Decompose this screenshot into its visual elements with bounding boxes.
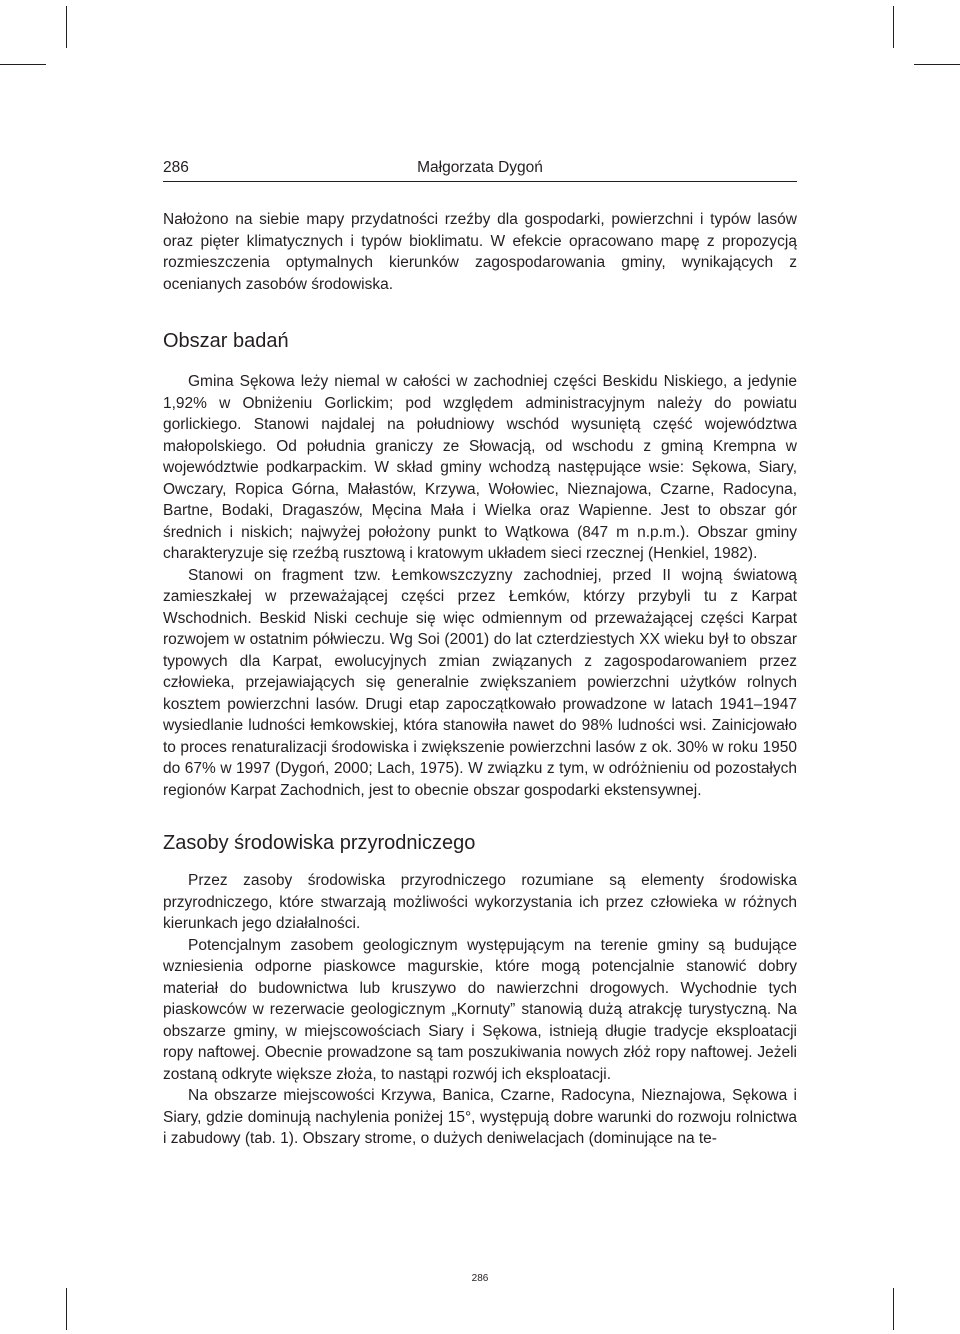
crop-mark-top-right <box>893 6 894 48</box>
crop-mark-top-left <box>66 6 67 48</box>
section2-paragraph-1: Przez zasoby środowiska przyrodniczego rozumiane są elementy środowiska przyrodniczego, które stwarzają możliwości wykorzystania ich przez człowieka w różnych kierunkach jego działalności. <box>163 872 797 932</box>
section2-paragraph-3: Na obszarze miejscowości Krzywa, Banica, Czarne, Radocyna, Nieznajowa, Sękowa i Siary, gdzie dominują nachylenia poniżej 15°, występują dobre warunki do rozwoju rolnictwa i zabudowy (tab. 1). Obszary strome, o dużych deniwelacjach (dominujące na te- <box>163 1087 797 1147</box>
section1-paragraph-2: Stanowi on fragment tzw. Łemkowszczyzny zachodniej, przed II wojną światową zamieszkałej w przeważającej części przez Łemków, którzy przybyli tu z Karpat Wschodnich. Beskid Niski cechuje się więc odmiennym od przeważającej części Karpat rozwojem w ostatnim półwieczu. Wg Soi (2001) do lat czterdziestych XX wieku był to obszar typowych dla Karpat, ewolucyjnych zmian związanych z zagospodarowaniem przez człowieka, przejawiających się generalnie zwiększaniem powierzchni użytków rolnych kosztem powierzchni lasów. Drugi etap zapoczątkowało prowadzone w latach 1941–1947 wysiedlanie ludności łemkowskiej, która stanowiła nawet do 98% ludności wsi. Zainicjowało to proces renaturalizacji środowiska i zwiększenie powierzchni lasów z ok. 30% w roku 1950 do 67% w 1997 (Dygoń, 2000; Lach, 1975). W związku z tym, w odróżnieniu od pozostałych regionów Karpat Zachodnich, jest to obecnie obszar gospodarki ekstensywnej. <box>163 566 797 799</box>
crop-mark-bottom-left <box>66 1288 67 1330</box>
footer-page-number: 286 <box>471 1273 489 1284</box>
crop-mark-bottom-right <box>893 1288 894 1330</box>
header-rule <box>163 181 797 182</box>
header-author: Małgorzata Dygoń <box>417 159 543 176</box>
page-content <box>163 209 797 1150</box>
section2-paragraph-2: Potencjalnym zasobem geologicznym występującym na terenie gminy są budujące wzniesienia odporne piaskowce magurskie, które mogą potencjalnie stanowić dobry materiał do budownictwa lub kruszywo do nawierzchni drogowych. Wychodnie tych piaskowców w rezerwacie geologicznym „Kornuty” stanowią dużą atrakcję turystyczną. Na obszarze gminy, w miejscowościach Siary i Sękowa, istnieją długie tradycje eksploatacji ropy naftowej. Obecnie prowadzone są tam poszukiwania nowych złóż ropy naftowej. Jeżeli zostaną odkryte większe złoża, to nastąpi rozwój ich eksploatacji. <box>163 936 797 1083</box>
section-heading-obszar-badan: Obszar badań <box>163 330 289 352</box>
crop-mark-top-right-h <box>914 64 960 65</box>
crop-mark-top-left-h <box>0 64 46 65</box>
header-page-number: 286 <box>163 159 189 176</box>
section1-paragraph-1: Gmina Sękowa leży niemal w całości w zachodniej części Beskidu Niskiego, a jedynie 1,92% w Obniżeniu Gorlickim; pod względem administracyjnym należy do powiatu gorlickiego. Stanowi najdalej na południowy wschód wysuniętą część województwa małopolskiego. Od południa graniczy ze Słowacją, od wschodu z gminą Krempna w województwie podkarpackim. W skład gminy wchodzą następujące wsie: Sękowa, Siary, Owczary, Ropica Górna, Małastów, Krzywa, Wołowiec, Nieznajowa, Czarne, Radocyna, Bartne, Bodaki, Dragaszów, Męcina Mała i Wielka oraz Wapienne. Jest to obszar gór średnich i niskich; najwyżej położony punkt to Wątkowa (847 m n.p.m.). Obszar gminy charakteryzuje się rzeźbą rusztową i kratowym układem sieci rzecznej (Henkiel, 1982). <box>163 373 797 562</box>
intro-paragraph: Nałożono na siebie mapy przydatności rzeźby dla gospodarki, powierzchni i typów lasów oraz pięter klimatycznych i typów bioklimatu. W efekcie opracowano mapę z propozycją rozmieszczenia optymalnych kierunków zagospodarowania gminy, wynikających z ocenianych zasobów środowiska. <box>163 211 797 293</box>
section-heading-zasoby: Zasoby środowiska przyrodniczego <box>163 832 476 854</box>
